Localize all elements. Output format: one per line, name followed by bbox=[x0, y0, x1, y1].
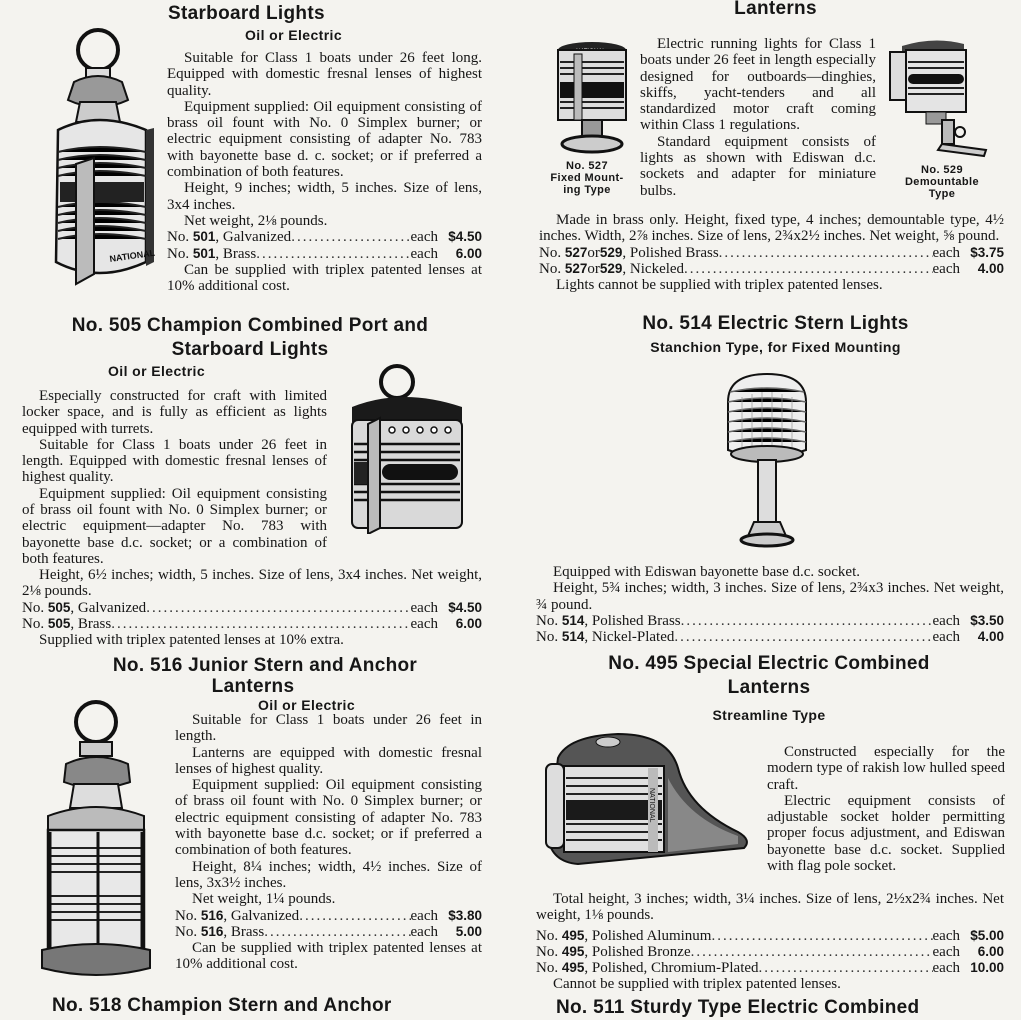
section-505-title-line1: No. 505 Champion Combined Port and bbox=[71, 315, 429, 336]
section-501-title: Starboard Lights bbox=[168, 3, 325, 24]
stanchion-stern-light-illustration bbox=[722, 372, 812, 552]
section-495-note: Cannot be supplied with triplex patented lenses. bbox=[553, 976, 841, 993]
section-495-specs: Total height, 3 inches; width, 3¼ inches. Size of lens, 2½x2¾ inches. Net weight, 1⅛ pounds. No. 495 , Polished Aluminum ..... each $5.00 No. 495 , Polished Bronze ..... each 6.00 No. 495 , Polished, Chromium-Plated ..... each 10.00 Cannot be supplied with triplex patented lenses. bbox=[536, 891, 1004, 993]
svg-text:NATIONAL: NATIONAL bbox=[108, 247, 156, 264]
section-505-title-line2: Starboard Lights bbox=[171, 339, 329, 360]
fixed-mount-light-illustration bbox=[552, 40, 632, 158]
price-row: No. 495 , Polished Aluminum ..... each $5.00 bbox=[536, 928, 1004, 944]
price-row: No. 527 or 529 , Polished Brass ..... each $3.75 bbox=[539, 245, 1004, 261]
section-501-note: Can be supplied with triplex patented lenses at 10% additional cost. bbox=[167, 261, 482, 295]
side-light-lantern-illustration bbox=[38, 22, 158, 292]
section-514-description: Equipped with Ediswan bayonette base d.c. socket. Height, 5¾ inches; width, 3 inches. Size of lens, 2¾x3 inches. Net weight, ¾ pound. No. 514 , Polished Brass ..... each $3.50 No. 514 , Nickel-Plated ..... each 4.00 bbox=[536, 564, 1004, 645]
section-511-title-partial: No. 511 Sturdy Type Electric Combined bbox=[556, 997, 920, 1018]
section-516-description: Suitable for Class 1 boats under 26 feet in length. Lanterns are equipped with domestic fresnal lenses of highest quality. Equipment supplied: Oil equipment consisting of brass oil fount with No. 0 Simplex burner; or electric equipment consisting of adapter No. 783 with bayonette base d.c. socket; or if preferred a combination of both features. Height, 8¼ inches; width, 4½ inches. Size of lens, 3x3½ inches. Net weight, 1¼ pounds. No. 516 , Galvanized ..... each $3.80 No. 516 , Brass ..... each 5.00 Can be supplied with triplex patented lenses at 10% additional cost. bbox=[175, 712, 482, 973]
price-row: No. 514 , Nickel-Plated ..... each 4.00 bbox=[536, 629, 1004, 645]
price-row: No. 505 , Galvanized ..... each $4.50 bbox=[22, 600, 482, 616]
section-516-title-line2: Lanterns bbox=[211, 676, 295, 697]
section-495-title-line2: Lanterns bbox=[727, 677, 811, 698]
price-row: No. 495 , Polished, Chromium-Plated ..... each 10.00 bbox=[536, 960, 1004, 976]
price-row: No. 514 , Polished Brass ..... each $3.50 bbox=[536, 613, 1004, 629]
section-516-title-line1: No. 516 Junior Stern and Anchor bbox=[112, 655, 418, 676]
section-527-specs: Made in brass only. Height, fixed type, 4 inches; demountable type, 4½ inches. Width, 2⅞ inches. Size of lens, 2¾x2½ inches. Net weight, ⅝ pound. No. 527 or 529 , Polished Brass ..... each $3.75 No. 527 or 529 , Nickeled ..... each 4.00 Lights cannot be supplied with triplex patented lenses. bbox=[539, 212, 1004, 293]
demountable-light-illustration bbox=[886, 36, 996, 160]
price-row: No. 527 or 529 , Nickeled ..... each 4.00 bbox=[539, 261, 1004, 277]
price-row: No. 516 , Galvanized ..... each $3.80 bbox=[175, 908, 482, 924]
price-row: No. 516 , Brass ..... each 5.00 bbox=[175, 924, 482, 940]
section-527-description: Electric running lights for Class 1 boats under 26 feet in length especially designed for outboards—dinghies, skiffs, yacht-tenders and all standardized motor craft coming within Class 1 regulations. Standard equipment consists of lights as shown with Ediswan d.c. sockets and adapter for miniature bulbs. bbox=[640, 36, 876, 199]
section-501-description: Suitable for Class 1 boats under 26 feet long. Equipped with domestic fresnal lenses of highest quality. Equipment supplied: Oil equipment consisting of brass oil fount with No. 0 Simplex burner; or electric equipment consisting of adapter No. 783 with bayonette base d. c. socket; or if preferred a combination of both features. Height, 9 inches; width, 5 inches. Size of lens, 3x4 inches. Net weight, 2⅛ pounds. No. 501 , Galvanized ..... each $4.50 No. 501 , Brass ..... each 6.00 Can be supplied with triplex patented lenses at 10% additional cost. bbox=[167, 50, 482, 294]
section-516-subtitle: Oil or Electric bbox=[258, 697, 356, 713]
section-505-note: Supplied with triplex patented lenses at 10% extra. bbox=[39, 632, 344, 649]
section-527-title: Lanterns bbox=[734, 0, 817, 19]
section-505-description-bottom: Height, 6½ inches; width, 5 inches. Size of lens, 3x4 inches. Net weight, 2⅛ pounds. No. 505 , Galvanized ..... each $4.50 No. 505 , Brass ..... each 6.00 Supplied with triplex patented lenses at 10% extra. bbox=[22, 567, 482, 648]
price-row: No. 505 , Brass ..... each 6.00 bbox=[22, 616, 482, 632]
section-501-subtitle: Oil or Electric bbox=[245, 27, 343, 43]
streamline-lantern-illustration bbox=[538, 728, 754, 868]
section-516-note: Can be supplied with triplex patented lenses at 10% additional cost. bbox=[175, 940, 482, 973]
section-495-description: Constructed especially for the modern type of rakish low hulled speed craft. Electric equipment consists of adjustable socket holder permitting proper focus adjustment, and Ediswan bayonette base d.c. socket. Supplied with flag pole socket. bbox=[767, 744, 1005, 875]
section-505-description-top: Especially constructed for craft with limited locker space, and is fully as efficient as lights equipped with turrets. Suitable for Class 1 boats under 26 feet in length. Equipped with domestic fresnal lenses of highest quality. Equipment supplied: Oil equipment consisting of brass oil fount with No. 0 Simplex burner; or electric equipment—adapter No. 783 with bayonette base d.c. socket; or a combination of both features. bbox=[22, 388, 327, 567]
price-row: No. 501 , Brass ..... each 6.00 bbox=[167, 246, 482, 262]
section-495-title-line1: No. 495 Special Electric Combined bbox=[608, 653, 930, 674]
svg-text:NATIONAL: NATIONAL bbox=[648, 788, 655, 823]
caption-527: No. 527 Fixed Mount- ing Type bbox=[550, 160, 624, 196]
anchor-lantern-illustration bbox=[38, 698, 168, 988]
section-518-title-partial: No. 518 Champion Stern and Anchor bbox=[52, 995, 392, 1016]
price-row: No. 495 , Polished Bronze ..... each 6.00 bbox=[536, 944, 1004, 960]
caption-529: No. 529 Demountable Type bbox=[904, 164, 980, 200]
section-514-subtitle: Stanchion Type, for Fixed Mounting bbox=[650, 339, 901, 355]
price-row: No. 501 , Galvanized ..... each $4.50 bbox=[167, 229, 482, 245]
section-495-subtitle: Streamline Type bbox=[712, 707, 826, 723]
section-527-note: Lights cannot be supplied with triplex patented lenses. bbox=[556, 277, 883, 294]
section-514-title: No. 514 Electric Stern Lights bbox=[642, 313, 909, 334]
combined-lantern-illustration bbox=[342, 362, 472, 534]
section-505-subtitle: Oil or Electric bbox=[108, 363, 206, 379]
